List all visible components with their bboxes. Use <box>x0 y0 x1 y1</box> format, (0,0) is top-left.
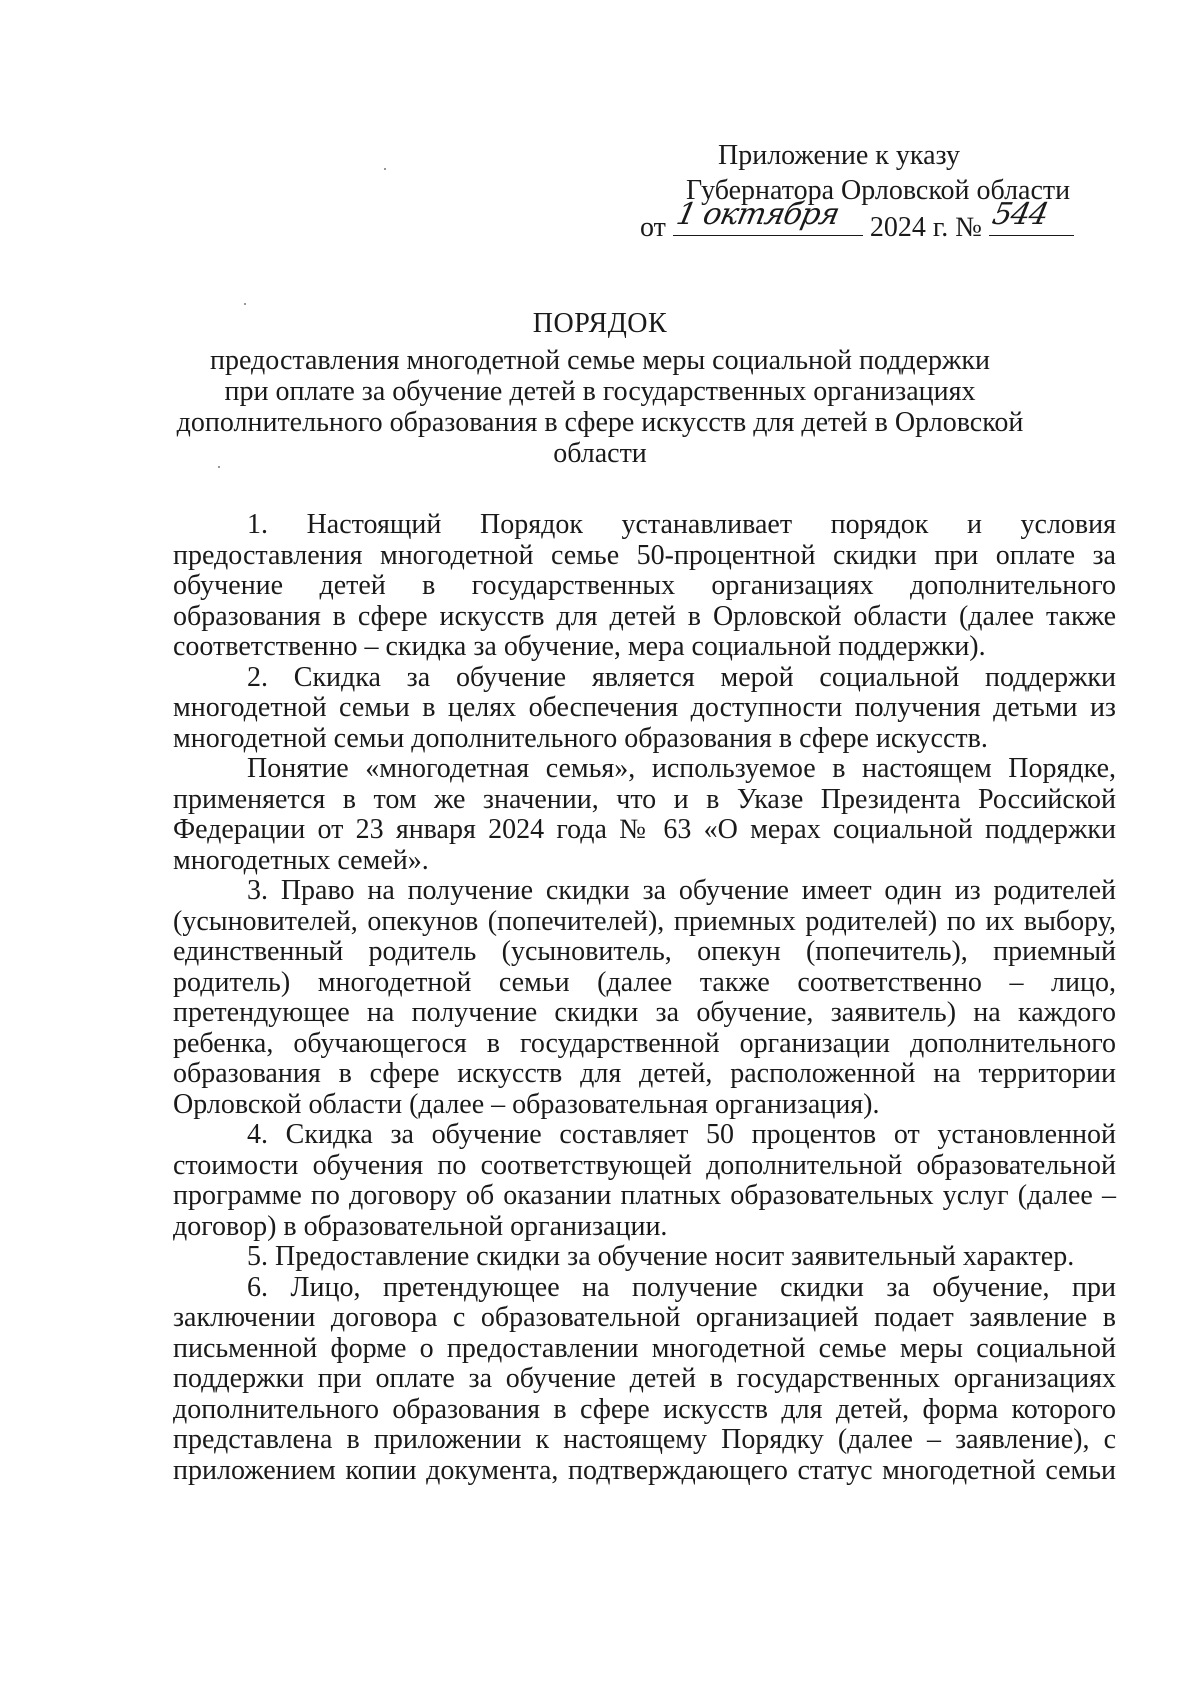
document-title-block <box>150 308 1050 469</box>
handwritten-date: 1 октября <box>673 197 842 232</box>
paragraph-3: 3. Право на получение скидки за обучение имеет один из родителей (усыновителей, опекунов (попечителей), приемных родителей) по их выбору, единственный родитель (усыновитель, опекун (попечитель), приемный родитель) многодетной семьи (далее также соответственно – лицо, претендующее на получение скидки за обучение, заявитель) на каждого ребенка, обучающегося в государственной организации дополнительного образования в сфере искусств для детей, расположенной на территории Орловской области (далее – образовательная организация). <box>173 875 1116 1120</box>
subtitle-line: дополнительного образования в сфере искусств для детей в Орловской <box>176 407 1024 438</box>
subtitle-line: области <box>553 438 647 469</box>
document-body <box>173 510 1116 1486</box>
appendix-governor-line: Губернатора Орловской области <box>686 175 1071 206</box>
subtitle-line: при оплате за обучение детей в государственных организациях <box>224 376 976 407</box>
appendix-header <box>640 138 1100 245</box>
scan-speck <box>218 466 220 468</box>
scan-speck <box>244 303 246 305</box>
paragraph-1: 1. Настоящий Порядок устанавливает порядок и условия предоставления многодетной семье 50-процентной скидки при оплате за обучение детей в государственных организациях дополнительного образования в сфере искусств для детей в Орловской области (далее также соответственно – скидка за обучение, мера социальной поддержки). <box>173 509 1116 662</box>
subtitle-line: предоставления многодетной семье меры социальной поддержки <box>210 345 990 376</box>
paragraph-2: 2. Скидка за обучение является мерой социальной поддержки многодетной семьи в целях обеспечения доступности получения детьми из многодетной семьи дополнительного образования в сфере искусств. <box>173 661 1116 754</box>
paragraph-5: 5. Предоставление скидки за обучение носит заявительный характер. <box>247 1241 1075 1272</box>
handwritten-date-field <box>673 197 863 236</box>
year-number-label: 2024 г. № <box>869 212 982 243</box>
scan-speck <box>384 168 386 170</box>
paragraph-6: 6. Лицо, претендующее на получение скидки за обучение, при заключении договора с образовательной организацией подает заявление в письменной форме о предоставлении многодетной семье меры социальной поддержки при оплате за обучение детей в государственных организациях дополнительного образования в сфере искусств для детей, форма которого представлена в приложении к настоящему Порядку (далее – заявление), с приложением копии документа, подтверждающего статус многодетной семьи <box>173 1271 1116 1486</box>
handwritten-number-field <box>989 197 1074 236</box>
appendix-line: Приложение к указу <box>718 140 960 171</box>
from-label: от <box>640 212 666 243</box>
handwritten-number: 544 <box>989 197 1051 232</box>
paragraph-2-definition: Понятие «многодетная семья», используемое в настоящем Порядке, применяется в том же значении, что и в Указе Президента Российской Федерации от 23 января 2024 года № 63 «О мерах социальной поддержки многодетных семей». <box>173 753 1116 876</box>
paragraph-4: 4. Скидка за обучение составляет 50 процентов от установленной стоимости обучения по соответствующей дополнительной образовательной программе по договору об оказании платных образовательных услуг (далее – договор) в образовательной организации. <box>173 1119 1116 1242</box>
document-heading: ПОРЯДОК <box>532 308 668 339</box>
appendix-date-number-line <box>640 197 1100 245</box>
